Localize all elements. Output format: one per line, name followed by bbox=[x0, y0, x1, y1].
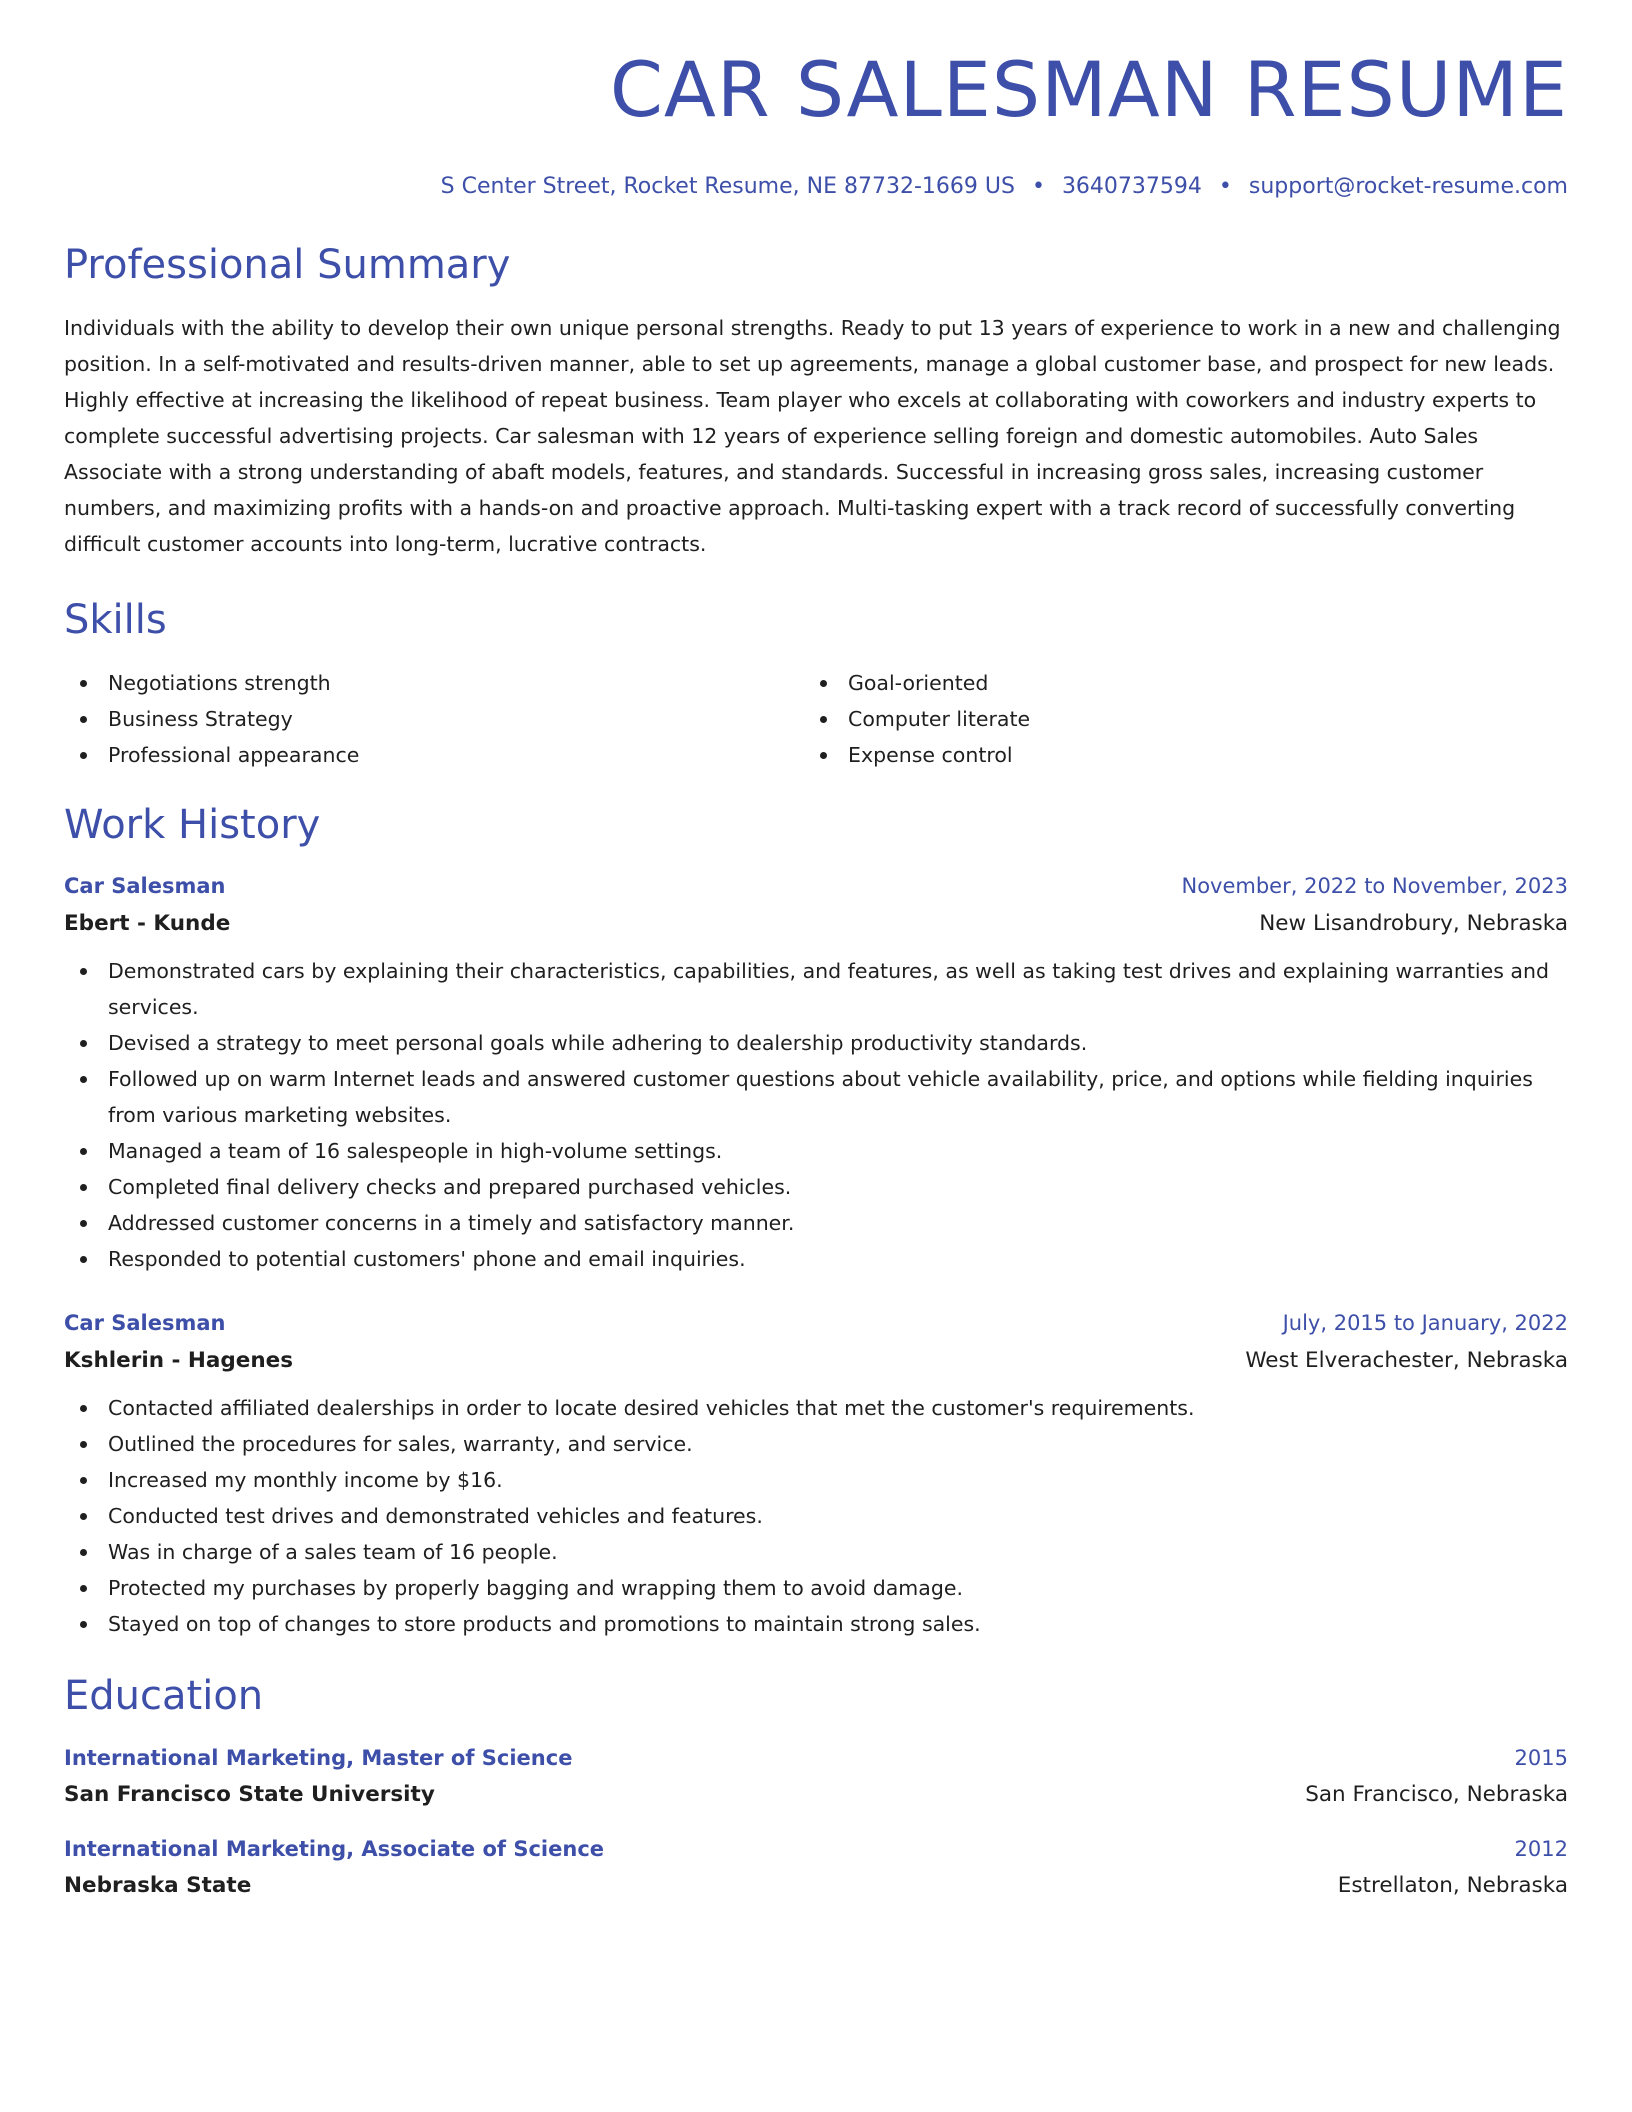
job-location: New Lisandrobury, Nebraska bbox=[1259, 911, 1568, 936]
skills-list-left bbox=[64, 665, 804, 773]
duty-item: Contacted affiliated dealerships in order to locate desired vehicles that met the customer's requirements. bbox=[64, 1390, 1568, 1426]
duty-item: Was in charge of a sales team of 16 people. bbox=[64, 1534, 1568, 1570]
job-entry bbox=[64, 1309, 1568, 1642]
school-location: San Francisco, Nebraska bbox=[1305, 1782, 1568, 1807]
job-employer: Kshlerin - Hagenes bbox=[64, 1348, 294, 1373]
duty-item: Managed a team of 16 salespeople in high-volume settings. bbox=[64, 1133, 1568, 1169]
job-dates: November, 2022 to November, 2023 bbox=[1181, 874, 1568, 898]
duty-item: Conducted test drives and demonstrated vehicles and features. bbox=[64, 1498, 1568, 1534]
summary-paragraph: Individuals with the ability to develop their own unique personal strengths. Ready to put 13 years of experience to work in a new and challenging position. In a self-motivated and results-driven manner, able to set up agreements, manage a global customer base, and prospect for new leads. Highly effective at increasing the likelihood of repeat business. Team player who excels at collaborating with coworkers and industry experts to complete successful advertising projects. Car salesman with 12 years of experience selling foreign and domestic automobiles. Auto Sales Associate with a strong understanding of abaft models, features, and standards. Successful in increasing gross sales, increasing customer numbers, and maximizing profits with a hands-on and proactive approach. Multi-tasking expert with a track record of successfully converting difficult customer accounts into long-term, lucrative contracts. bbox=[64, 316, 1561, 556]
duty-item: Followed up on warm Internet leads and answered customer questions about vehicle availability, price, and options while fielding inquiries from various marketing websites. bbox=[64, 1061, 1568, 1133]
job-employer-row bbox=[64, 1347, 1568, 1375]
education-header-row bbox=[64, 1746, 1568, 1770]
job-header-row bbox=[64, 1309, 1568, 1337]
section-heading: Skills bbox=[64, 597, 167, 643]
contact-line bbox=[64, 174, 1568, 199]
job-duties-list bbox=[64, 953, 1568, 1277]
resume-title: CAR SALESMAN RESUME bbox=[609, 45, 1568, 134]
school-location: Estrellaton, Nebraska bbox=[1337, 1873, 1568, 1898]
contact-email: support@rocket-resume.com bbox=[1248, 174, 1568, 199]
job-dates: July, 2015 to January, 2022 bbox=[1282, 1311, 1568, 1335]
graduation-year: 2015 bbox=[1514, 1746, 1568, 1770]
job-duties-list bbox=[64, 1390, 1568, 1642]
school-name: San Francisco State University bbox=[64, 1782, 435, 1807]
education-section bbox=[64, 1673, 1568, 1898]
duty-item: Demonstrated cars by explaining their characteristics, capabilities, and features, as well as taking test drives and explaining warranties and services. bbox=[64, 953, 1568, 1025]
contact-separator: • bbox=[1218, 174, 1232, 199]
skill-item: Professional appearance bbox=[64, 737, 804, 773]
degree-title: International Marketing, Master of Science bbox=[64, 1746, 573, 1770]
skill-item: Negotiations strength bbox=[64, 665, 804, 701]
education-entry bbox=[64, 1746, 1568, 1807]
job-header-row bbox=[64, 872, 1568, 900]
skill-item: Expense control bbox=[804, 737, 1544, 773]
contact-phone: 3640737594 bbox=[1061, 174, 1202, 199]
job-entry bbox=[64, 872, 1568, 1277]
professional-summary-section bbox=[64, 242, 1568, 562]
job-title: Car Salesman bbox=[64, 874, 226, 898]
skills-list-right bbox=[804, 665, 1544, 773]
skill-item: Goal-oriented bbox=[804, 665, 1544, 701]
duty-item: Increased my monthly income by $16. bbox=[64, 1462, 1568, 1498]
contact-separator: • bbox=[1031, 174, 1045, 199]
section-heading: Education bbox=[64, 1673, 264, 1719]
education-school-row bbox=[64, 1782, 1568, 1807]
work-history-section bbox=[64, 802, 1568, 1642]
resume-header bbox=[64, 0, 1568, 199]
skill-item: Business Strategy bbox=[64, 701, 804, 737]
duty-item: Protected my purchases by properly bagging and wrapping them to avoid damage. bbox=[64, 1570, 1568, 1606]
degree-title: International Marketing, Associate of Science bbox=[64, 1837, 605, 1861]
education-school-row bbox=[64, 1873, 1568, 1898]
school-name: Nebraska State bbox=[64, 1873, 252, 1898]
job-location: West Elverachester, Nebraska bbox=[1245, 1348, 1568, 1373]
education-header-row bbox=[64, 1837, 1568, 1861]
contact-address: S Center Street, Rocket Resume, NE 87732-1669 US bbox=[440, 174, 1015, 199]
duty-item: Responded to potential customers' phone and email inquiries. bbox=[64, 1241, 1568, 1277]
section-heading: Professional Summary bbox=[64, 242, 511, 288]
graduation-year: 2012 bbox=[1514, 1837, 1568, 1861]
section-heading: Work History bbox=[64, 802, 321, 848]
job-employer-row bbox=[64, 910, 1568, 938]
skills-section bbox=[64, 597, 1568, 773]
skills-grid bbox=[64, 665, 1568, 773]
job-title: Car Salesman bbox=[64, 1311, 226, 1335]
duty-item: Stayed on top of changes to store products and promotions to maintain strong sales. bbox=[64, 1606, 1568, 1642]
duty-item: Addressed customer concerns in a timely and satisfactory manner. bbox=[64, 1205, 1568, 1241]
duty-item: Devised a strategy to meet personal goals while adhering to dealership productivity standards. bbox=[64, 1025, 1568, 1061]
job-employer: Ebert - Kunde bbox=[64, 911, 231, 936]
skill-item: Computer literate bbox=[804, 701, 1544, 737]
duty-item: Outlined the procedures for sales, warranty, and service. bbox=[64, 1426, 1568, 1462]
duty-item: Completed final delivery checks and prepared purchased vehicles. bbox=[64, 1169, 1568, 1205]
education-entry bbox=[64, 1837, 1568, 1898]
